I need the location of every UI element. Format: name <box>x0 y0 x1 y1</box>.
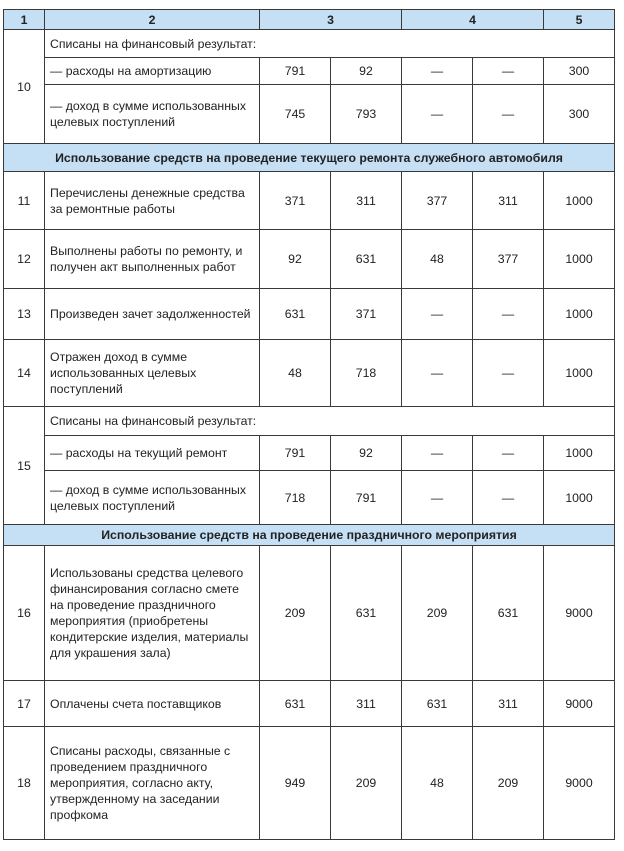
operation-desc: Отражен доход в сумме использованных целевых поступлений <box>45 340 260 407</box>
amount: 1000 <box>544 340 615 407</box>
debit-1: 791 <box>260 436 331 471</box>
row-number: 12 <box>4 230 45 289</box>
debit-1: 92 <box>260 230 331 289</box>
credit-2: — <box>473 340 544 407</box>
section-title: Использование средств на проведение праздничного мероприятия <box>4 525 615 546</box>
credit-2: — <box>473 436 544 471</box>
debit-2: — <box>402 289 473 340</box>
row-number: 18 <box>4 727 45 840</box>
amount: 1000 <box>544 172 615 230</box>
debit-1: 631 <box>260 681 331 727</box>
amount: 1000 <box>544 230 615 289</box>
operation-desc: — расходы на амортизацию <box>45 58 260 85</box>
table-row-13 <box>4 289 615 340</box>
credit-1: 209 <box>331 727 402 840</box>
table-row-10-item-1 <box>4 58 615 85</box>
operation-desc: — доход в сумме использованных целевых поступлений <box>45 471 260 525</box>
operation-title: Списаны на финансовый результат: <box>45 407 615 436</box>
debit-1: 209 <box>260 546 331 681</box>
header-col-5: 5 <box>544 10 615 30</box>
table-row-16 <box>4 546 615 681</box>
credit-2: 209 <box>473 727 544 840</box>
debit-2: — <box>402 471 473 525</box>
credit-2: 311 <box>473 172 544 230</box>
table-row-11 <box>4 172 615 230</box>
operation-desc: Произведен зачет задолженностей <box>45 289 260 340</box>
credit-1: 311 <box>331 681 402 727</box>
credit-2: 377 <box>473 230 544 289</box>
section-row-repair <box>4 144 615 172</box>
operation-desc: Оплачены счета поставщиков <box>45 681 260 727</box>
table-row-15-item-2 <box>4 471 615 525</box>
table-row-15-title <box>4 407 615 436</box>
debit-1: 48 <box>260 340 331 407</box>
table-row-12 <box>4 230 615 289</box>
section-row-holiday <box>4 525 615 546</box>
amount: 1000 <box>544 471 615 525</box>
debit-2: — <box>402 85 473 144</box>
credit-1: 631 <box>331 546 402 681</box>
header-row <box>4 10 615 30</box>
debit-1: 745 <box>260 85 331 144</box>
credit-2: — <box>473 289 544 340</box>
debit-2: 48 <box>402 230 473 289</box>
credit-1: 718 <box>331 340 402 407</box>
row-number: 11 <box>4 172 45 230</box>
accounting-entries-table <box>3 9 615 840</box>
amount: 300 <box>544 85 615 144</box>
table-row-10-title <box>4 30 615 58</box>
debit-1: 718 <box>260 471 331 525</box>
credit-1: 791 <box>331 471 402 525</box>
credit-1: 92 <box>331 436 402 471</box>
credit-1: 793 <box>331 85 402 144</box>
row-number: 13 <box>4 289 45 340</box>
table-row-10-item-2 <box>4 85 615 144</box>
operation-desc: — расходы на текущий ремонт <box>45 436 260 471</box>
credit-2: 631 <box>473 546 544 681</box>
credit-2: — <box>473 58 544 85</box>
header-col-3: 3 <box>260 10 402 30</box>
operation-desc: Перечислены денежные средства за ремонтные работы <box>45 172 260 230</box>
credit-2: 311 <box>473 681 544 727</box>
credit-1: 631 <box>331 230 402 289</box>
row-number: 17 <box>4 681 45 727</box>
header-col-1: 1 <box>4 10 45 30</box>
section-title: Использование средств на проведение текущего ремонта служебного автомобиля <box>4 144 615 172</box>
debit-1: 371 <box>260 172 331 230</box>
debit-2: — <box>402 436 473 471</box>
table-row-15-item-1 <box>4 436 615 471</box>
header-col-4: 4 <box>402 10 544 30</box>
debit-2: 631 <box>402 681 473 727</box>
operation-desc: Выполнены работы по ремонту, и получен акт выполненных работ <box>45 230 260 289</box>
amount: 9000 <box>544 727 615 840</box>
debit-2: 48 <box>402 727 473 840</box>
debit-2: 209 <box>402 546 473 681</box>
row-number: 10 <box>4 30 45 144</box>
debit-2: — <box>402 340 473 407</box>
credit-1: 371 <box>331 289 402 340</box>
operation-desc: Списаны расходы, связанные с проведением праздничного мероприятия, согласно акту, утвержденному на заседании профкома <box>45 727 260 840</box>
amount: 1000 <box>544 289 615 340</box>
operation-desc: — доход в сумме использованных целевых поступлений <box>45 85 260 144</box>
amount: 300 <box>544 58 615 85</box>
credit-1: 92 <box>331 58 402 85</box>
row-number: 14 <box>4 340 45 407</box>
amount: 9000 <box>544 546 615 681</box>
header-col-2: 2 <box>45 10 260 30</box>
row-number: 16 <box>4 546 45 681</box>
debit-1: 631 <box>260 289 331 340</box>
credit-2: — <box>473 85 544 144</box>
operation-desc: Использованы средства целевого финансирования согласно смете на проведение праздничного мероприятия (приобретены кондитерские изделия, материалы для украшения зала) <box>45 546 260 681</box>
debit-1: 949 <box>260 727 331 840</box>
operation-title: Списаны на финансовый результат: <box>45 30 615 58</box>
debit-1: 791 <box>260 58 331 85</box>
credit-2: — <box>473 471 544 525</box>
debit-2: — <box>402 58 473 85</box>
credit-1: 311 <box>331 172 402 230</box>
amount: 9000 <box>544 681 615 727</box>
table-row-18 <box>4 727 615 840</box>
table-row-14 <box>4 340 615 407</box>
row-number: 15 <box>4 407 45 525</box>
table-row-17 <box>4 681 615 727</box>
amount: 1000 <box>544 436 615 471</box>
debit-2: 377 <box>402 172 473 230</box>
